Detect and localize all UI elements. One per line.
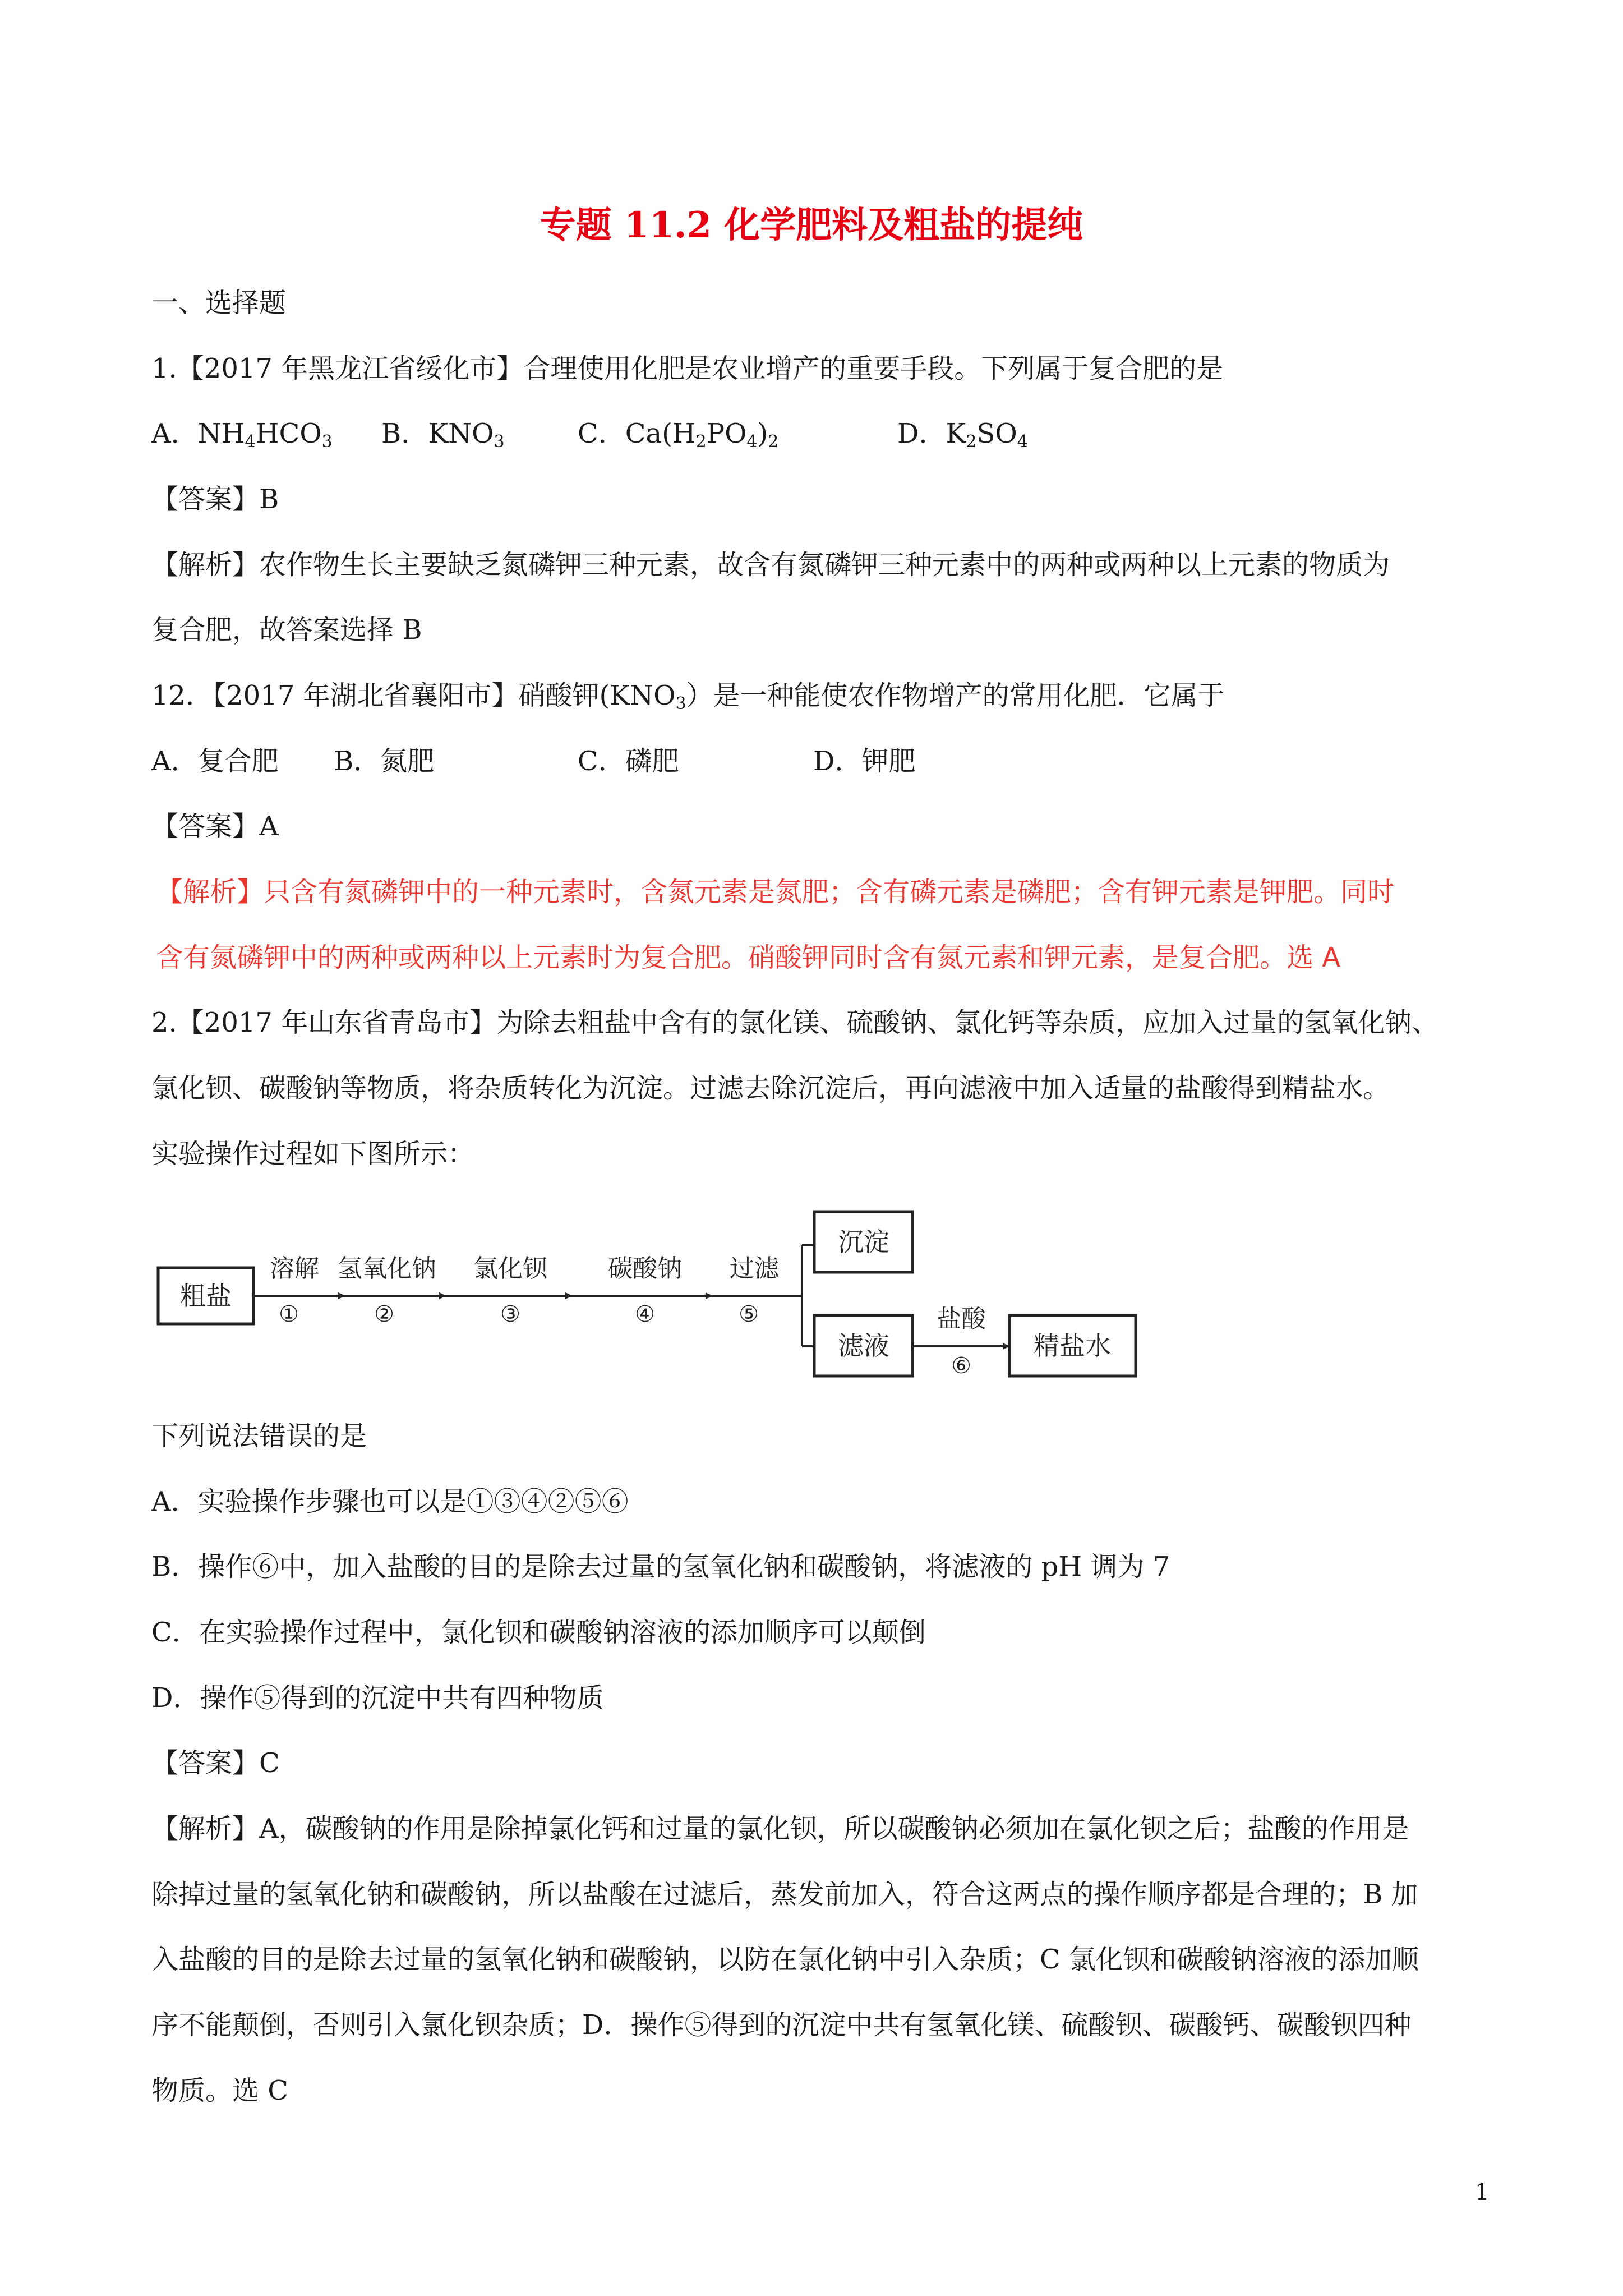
q1-answer: 【答案】B — [151, 484, 279, 515]
step-1-number: ① — [279, 1301, 299, 1327]
q1-stem: 1.【2017 年黑龙江省绥化市】合理使用化肥是农业增产的重要手段。下列属于复合肥的是 — [151, 353, 1224, 384]
q12-stem: 12．【2017 年湖北省襄阳市】硝酸钾$(KNO_3)$是一种能使农作物增产的常用化肥．它属于 — [151, 680, 1225, 714]
q12-option-d: D．钾肥 — [813, 746, 916, 777]
q2-option-b: B．操作⑥中，加入盐酸的目的是除去过量的氢氧化钠和碳酸钠，将滤液的 pH 调为 7 — [151, 1551, 1170, 1582]
crude-salt-label: 粗盐 — [180, 1281, 232, 1311]
q2-option-c: C．在实验操作过程中，氯化钡和碳酸钠溶液的添加顺序可以颠倒 — [151, 1617, 926, 1648]
step-5-label: 过滤 — [730, 1254, 779, 1283]
q12-option-c: C．磷肥 — [578, 746, 679, 777]
q1-analysis-line-2: 复合肥，故答案选择 B — [151, 614, 422, 646]
q12-analysis-line-2: 含有氮磷钾中的两种或两种以上元素时为复合肥。硝酸钾同时含有氮元素和钾元素，是复合肥。选 A — [156, 942, 1341, 973]
q1-option-a: A．$NH_4HCO_3$ — [151, 418, 333, 452]
step-2-number: ② — [374, 1301, 394, 1327]
section-heading: 一、选择题 — [151, 287, 287, 319]
step-4-number: ④ — [635, 1301, 655, 1327]
step-4-label: 碳酸钠 — [608, 1254, 682, 1283]
step-3-label: 氯化钡 — [473, 1254, 547, 1283]
step-6-label: 盐酸 — [937, 1305, 986, 1333]
step-1-label: 溶解 — [270, 1254, 319, 1283]
q1-analysis-line-1: 【解析】农作物生长主要缺乏氮磷钾三种元素，故含有氮磷钾三种元素中的两种或两种以上元素的物质为 — [151, 549, 1390, 581]
q2-analysis-line-1: 【解析】A，碳酸钠的作用是除掉氯化钙和过量的氯化钡，所以碳酸钠必须加在氯化钡之后；盐酸的作用是 — [151, 1813, 1409, 1844]
q2-analysis-line-4: 序不能颠倒，否则引入氯化钡杂质；D．操作⑤得到的沉淀中共有氢氧化镁、硫酸钡、碳酸钙、碳酸钡四种 — [151, 2009, 1412, 2041]
page-title: 专题 11.2 化学肥料及粗盐的提纯 — [540, 204, 1083, 246]
q1-option-d: D．$K_2SO_4$ — [897, 418, 1028, 452]
q1-option-b: B．$KNO_3$ — [381, 418, 505, 452]
q2-option-d: D．操作⑤得到的沉淀中共有四种物质 — [151, 1682, 604, 1714]
q12-option-b: B．氮肥 — [334, 746, 435, 777]
q1-option-c: C．$Ca(H_2PO_4)_2$ — [578, 418, 779, 452]
page-number: 1 — [1475, 2179, 1490, 2205]
salt-purification-flowchart — [151, 1195, 1138, 1397]
q12-option-a: A．复合肥 — [151, 746, 279, 777]
q12-answer: 【答案】A — [151, 811, 279, 842]
q12-analysis-line-1: 【解析】只含有氮磷钾中的一种元素时，含氮元素是氮肥；含有磷元素是磷肥；含有钾元素是钾肥。同时 — [156, 876, 1395, 908]
q2-prompt: 下列说法错误的是 — [151, 1420, 367, 1452]
step-2-label: 氢氧化钠 — [338, 1254, 436, 1283]
step-6-number: ⑥ — [951, 1353, 971, 1379]
q2-stem-line-1: 2.【2017 年山东省青岛市】为除去粗盐中含有的氯化镁、硫酸钠、氯化钙等杂质，应加入过量的氢氧化钠、 — [151, 1007, 1439, 1038]
q2-option-a: A．实验操作步骤也可以是①③④②⑤⑥ — [151, 1486, 629, 1517]
q2-analysis-line-3: 入盐酸的目的是除去过量的氢氧化钠和碳酸钠，以防在氯化钠中引入杂质；C 氯化钡和碳酸钠溶液的添加顺 — [151, 1944, 1419, 1975]
q2-answer: 【答案】C — [151, 1747, 280, 1779]
q2-analysis-line-2: 除掉过量的氢氧化钠和碳酸钠，所以盐酸在过滤后，蒸发前加入，符合这两点的操作顺序都是合理的；B 加 — [151, 1879, 1418, 1910]
q2-stem-line-2: 氯化钡、碳酸钠等物质，将杂质转化为沉淀。过滤去除沉淀后，再向滤液中加入适量的盐酸得到精盐水。 — [151, 1073, 1390, 1104]
precipitate-label: 沉淀 — [838, 1227, 889, 1257]
step-5-number: ⑤ — [739, 1301, 759, 1327]
filtrate-label: 滤液 — [838, 1331, 889, 1361]
q2-stem-line-3: 实验操作过程如下图所示： — [151, 1138, 475, 1170]
brine-label: 精盐水 — [1034, 1331, 1111, 1361]
q2-analysis-line-5: 物质。选 C — [151, 2075, 288, 2106]
step-3-number: ③ — [500, 1301, 520, 1327]
